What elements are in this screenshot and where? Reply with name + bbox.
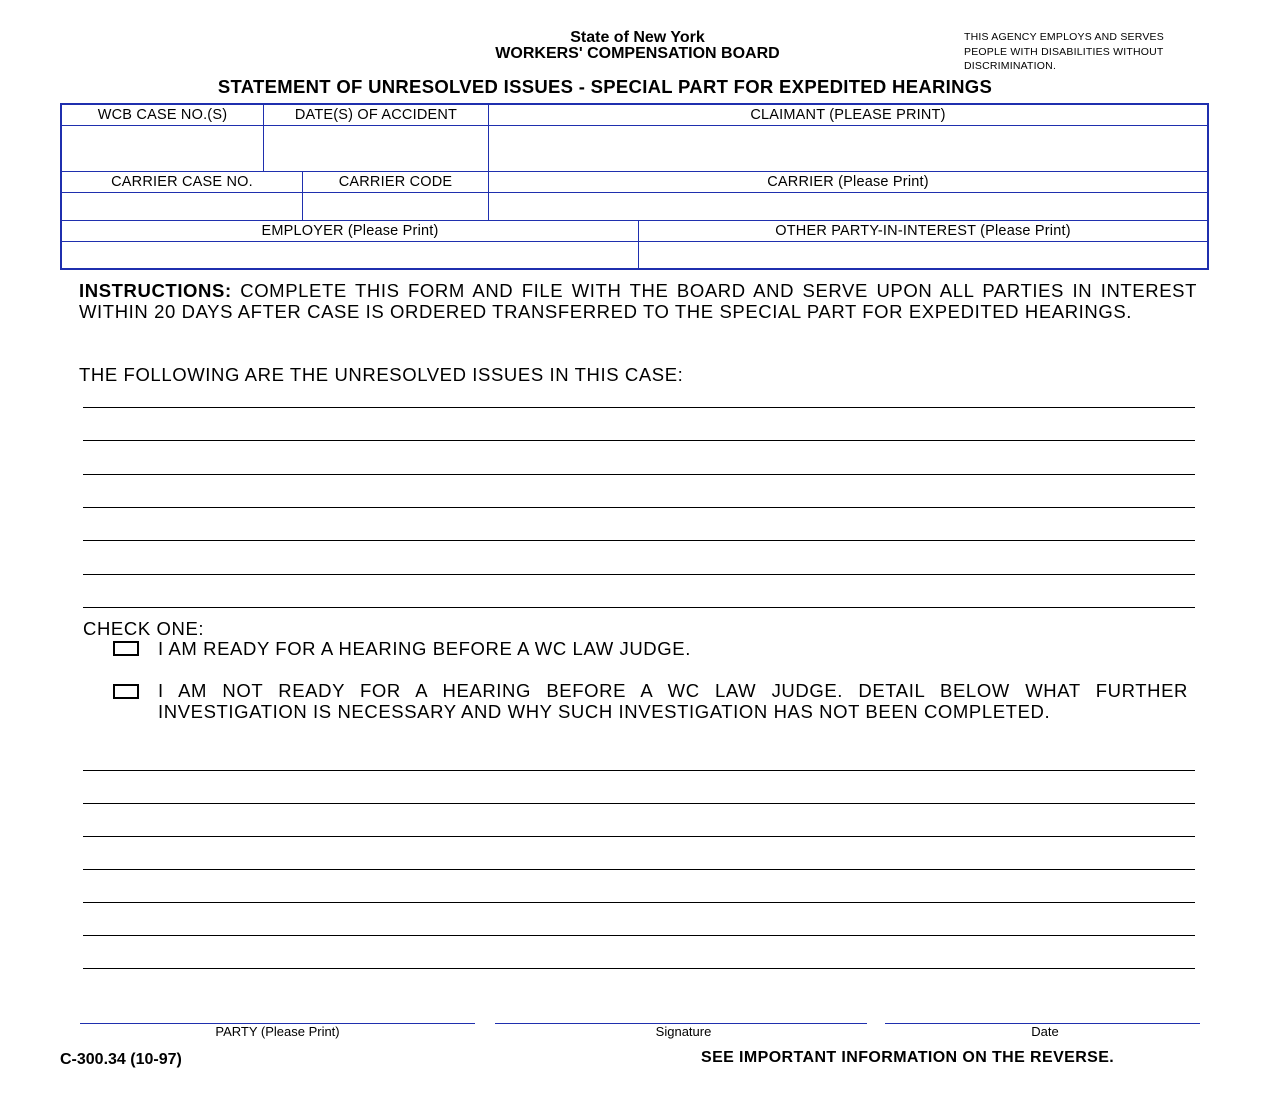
issues-line[interactable]	[83, 507, 1195, 508]
investigation-line[interactable]	[83, 902, 1195, 903]
employer-field[interactable]	[62, 242, 638, 268]
issues-line[interactable]	[83, 474, 1195, 475]
investigation-line[interactable]	[83, 836, 1195, 837]
date-of-accident-field[interactable]	[264, 126, 488, 171]
reverse-note: SEE IMPORTANT INFORMATION ON THE REVERSE.	[701, 1049, 1115, 1066]
carrier-field[interactable]	[489, 193, 1207, 220]
issues-line[interactable]	[83, 407, 1195, 408]
date-of-accident-label: DATE(S) OF ACCIDENT	[294, 107, 458, 123]
investigation-line[interactable]	[83, 968, 1195, 969]
issues-line[interactable]	[83, 540, 1195, 541]
instructions-text: COMPLETE THIS FORM AND FILE WITH THE BOARD AND SERVE UPON ALL PARTIES IN INTEREST WITHIN 20 DAYS AFTER CASE IS ORDERED TRANSFERRED TO THE SPECIAL PART FOR EXPEDITED HEARINGS.	[79, 280, 1197, 322]
carrier-code-label: CARRIER CODE	[338, 174, 453, 190]
carrier-code-field[interactable]	[303, 193, 488, 220]
case-info-grid	[60, 103, 1209, 270]
wcb-case-no-label: WCB CASE NO.(S)	[97, 107, 228, 123]
other-party-label: OTHER PARTY-IN-INTEREST (Please Print)	[775, 223, 1071, 239]
not-ready-checkbox[interactable]	[113, 684, 139, 699]
issues-line[interactable]	[83, 574, 1195, 575]
carrier-label: CARRIER (Please Print)	[767, 174, 929, 190]
claimant-field[interactable]	[489, 126, 1207, 171]
other-party-field[interactable]	[639, 242, 1207, 268]
wcb-case-no-field[interactable]	[62, 126, 263, 171]
form-number: C-300.34 (10-97)	[60, 1051, 182, 1068]
issues-line[interactable]	[83, 440, 1195, 441]
date-label: Date	[1031, 1024, 1059, 1039]
claimant-label: CLAIMANT (PLEASE PRINT)	[750, 107, 946, 123]
employer-label: EMPLOYER (Please Print)	[261, 223, 439, 239]
nondiscrimination-notice: THIS AGENCY EMPLOYS AND SERVES PEOPLE WITH DISABILITIES WITHOUT DISCRIMINATION.	[964, 31, 1164, 72]
not-ready-option-label: I AM NOT READY FOR A HEARING BEFORE A WC LAW JUDGE. DETAIL BELOW WHAT FURTHER INVESTIGATION IS NECESSARY AND WHY SUCH INVESTIGATION HAS NOT BEEN COMPLETED.	[158, 680, 1188, 722]
issues-line[interactable]	[83, 607, 1195, 608]
investigation-line[interactable]	[83, 869, 1195, 870]
state-name: State of New York	[570, 29, 705, 46]
issues-heading: THE FOLLOWING ARE THE UNRESOLVED ISSUES IN THIS CASE:	[79, 364, 684, 385]
instructions	[79, 280, 1197, 322]
investigation-line[interactable]	[83, 935, 1195, 936]
party-label: PARTY (Please Print)	[215, 1024, 340, 1039]
form-title: STATEMENT OF UNRESOLVED ISSUES - SPECIAL PART FOR EXPEDITED HEARINGS	[217, 76, 993, 97]
investigation-line[interactable]	[83, 803, 1195, 804]
check-one-heading: CHECK ONE:	[83, 618, 205, 639]
ready-option-label: I AM READY FOR A HEARING BEFORE A WC LAW JUDGE.	[158, 638, 691, 659]
carrier-case-no-label: CARRIER CASE NO.	[111, 174, 253, 190]
instructions-lead: INSTRUCTIONS:	[79, 280, 232, 301]
carrier-case-no-field[interactable]	[62, 193, 302, 220]
board-name: WORKERS' COMPENSATION BOARD	[495, 45, 780, 62]
investigation-line[interactable]	[83, 770, 1195, 771]
signature-label: Signature	[655, 1024, 712, 1039]
ready-checkbox[interactable]	[113, 641, 139, 656]
